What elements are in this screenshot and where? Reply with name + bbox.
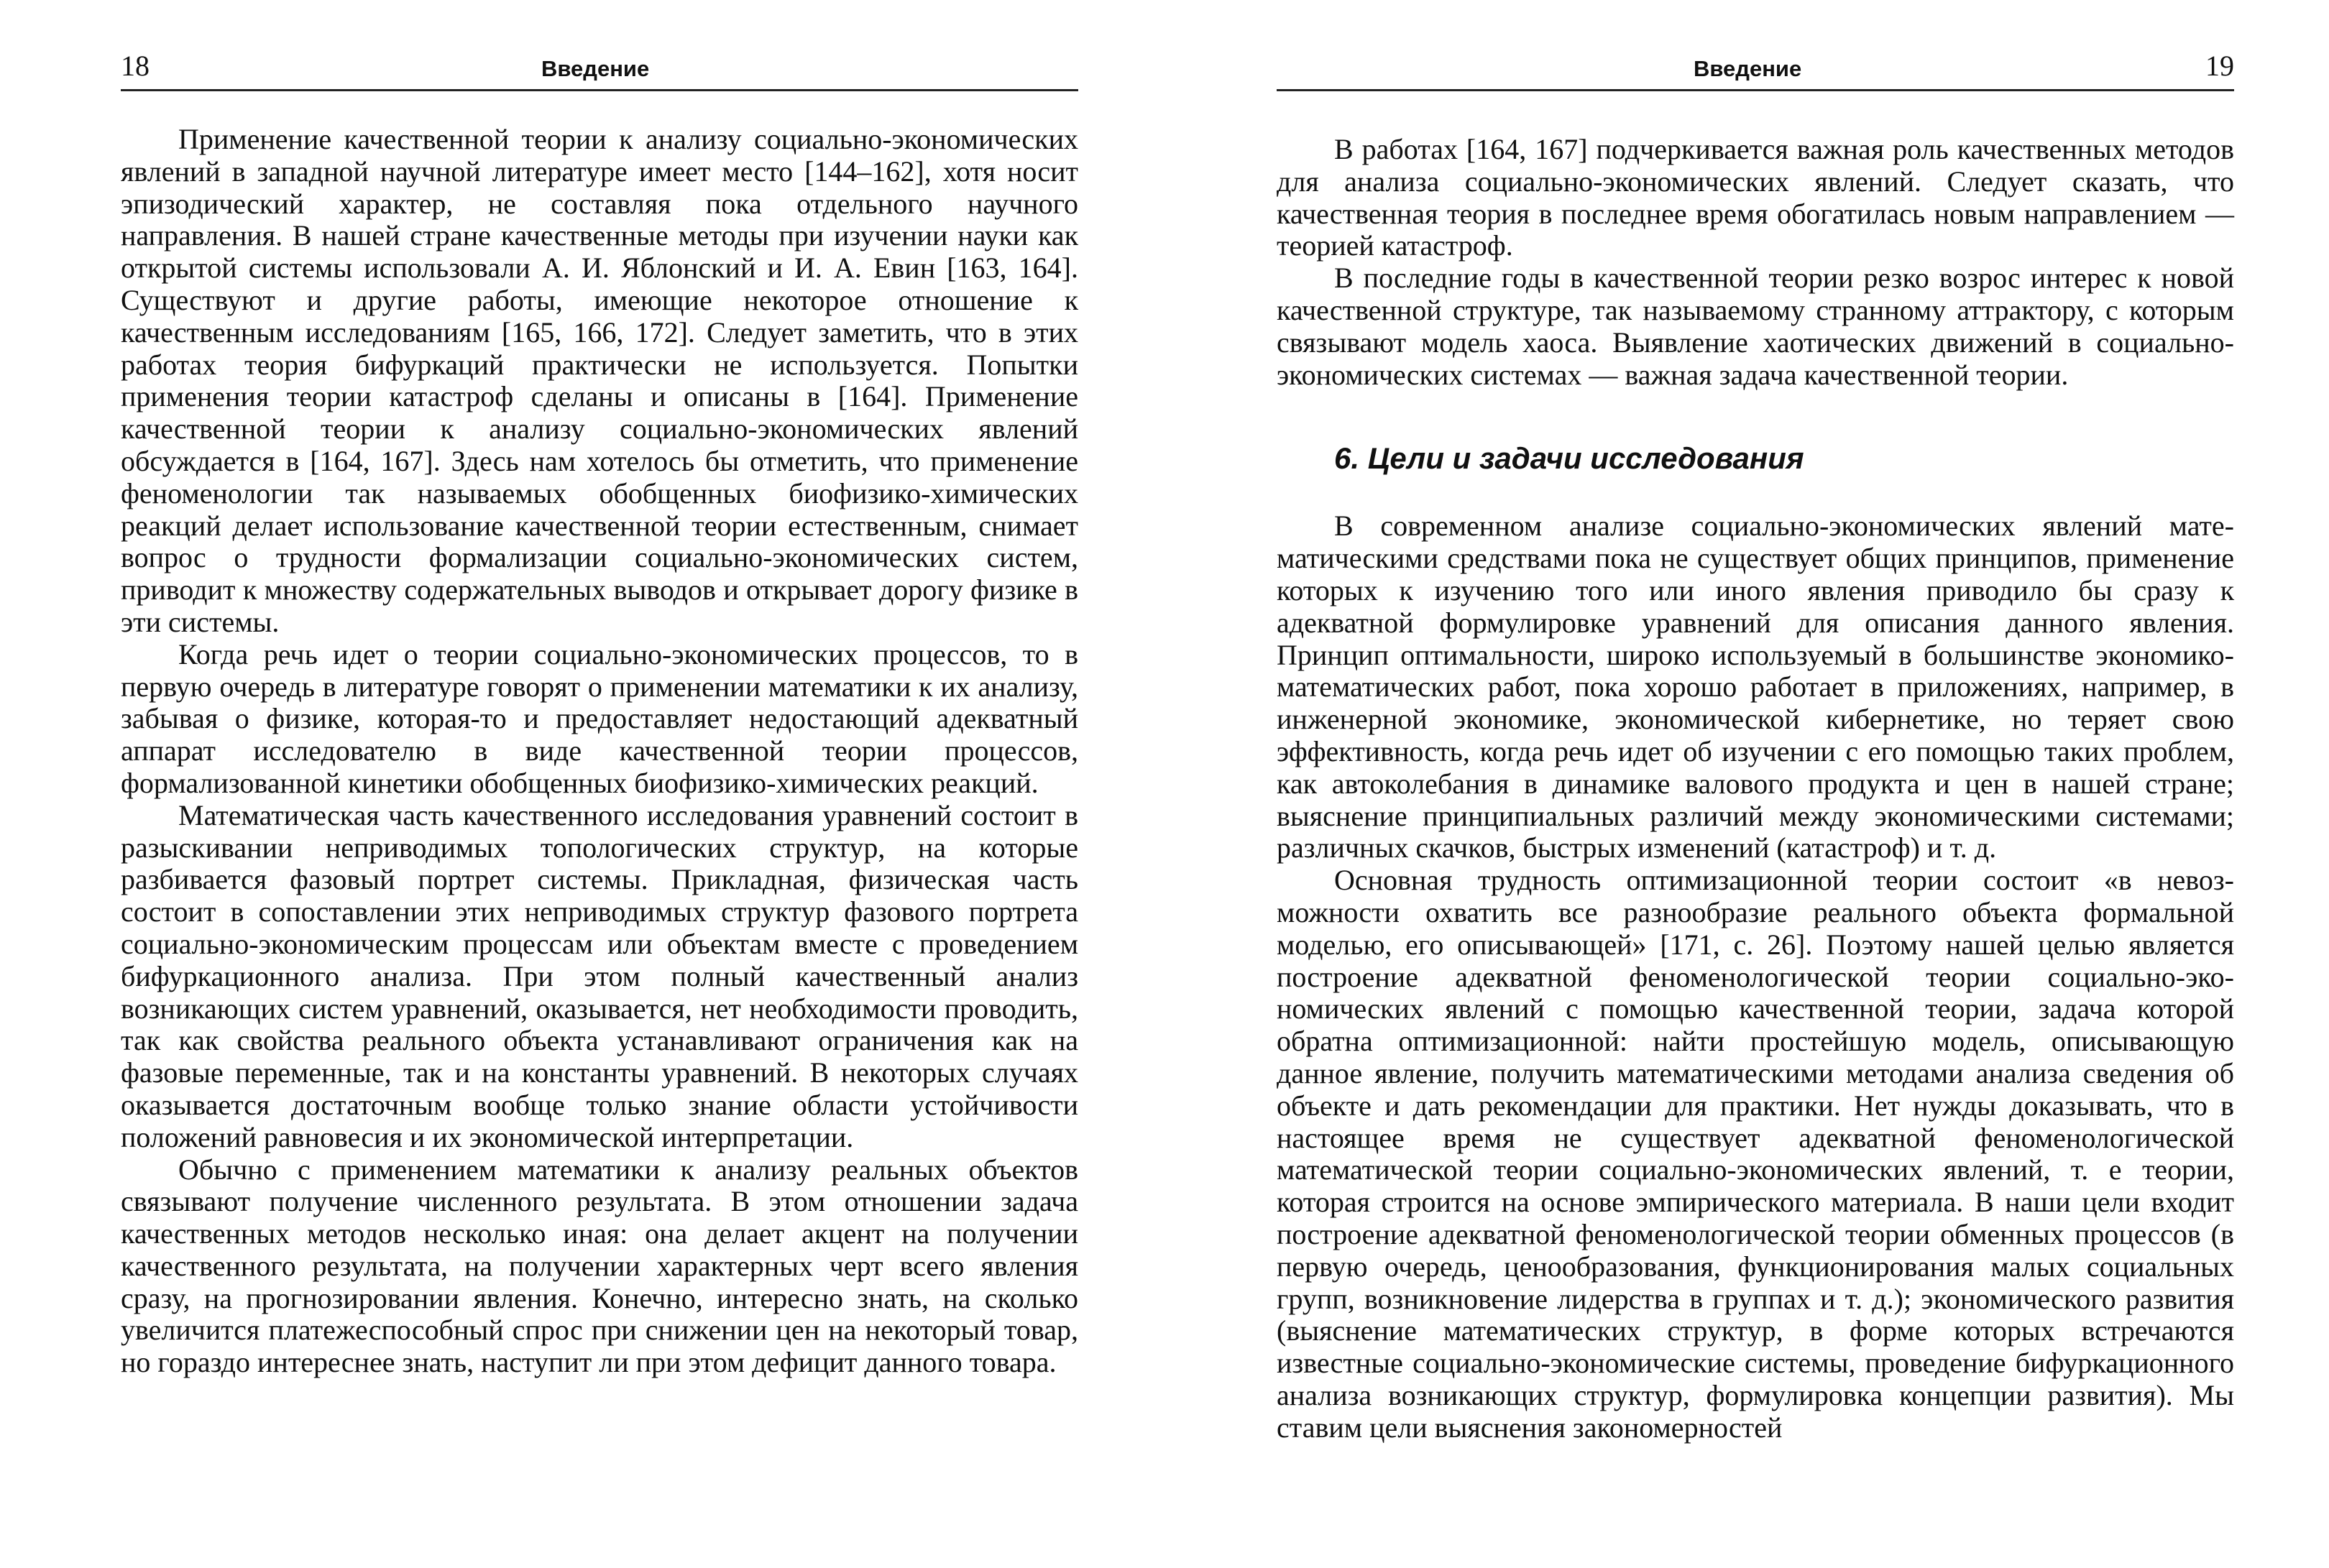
right-page	[1277, 0, 2234, 1568]
paragraph: Применение качественной теории к анализу социально-экономических явлений в западной научной литературе имеет место [144–162], хотя носит эпизодический характер, не составляя пока отдельного научного направления. В нашей стране качественные методы при изучении науки как открытой системы использовали А. И. Яблонский и И. А. Евин [163, 164]. Существуют и другие работы, имеющие некоторое отношение к качественным исследованиям [165, 166, 172]. Следует заметить, что в этих работах теория бифуркаций практически не используется. Попытки применения теории катастроф сделаны и описаны в [164]. Применение качественной теории к анализу социально-экономических явлений обсуждается в [164, 167]. Здесь нам хотелось бы отметить, что применение феноменологии так называемых обобщенных биофизико-химических реакций делает использование качественной теории естественным, снимает вопрос о трудности формализации социально-экономических систем, приводит к множеству содержательных выводов и открывает дорогу физике в эти системы.	[121, 123, 1078, 638]
right-running-header	[1277, 47, 2234, 91]
left-running-header	[121, 47, 1078, 91]
left-page-number: 18	[121, 50, 150, 82]
left-page	[121, 0, 1078, 1568]
section-title: 6. Цели и задачи исследования	[1334, 441, 1804, 476]
left-header-title: Введение	[541, 56, 650, 81]
paragraph: Математическая часть качественного исследования уравнений состоит в разыскивании неприводимых топологических структур, на которые разбивается фазовый портрет системы. Прикладная, физическая часть состоит в сопоставлении этих неприводимых структур фазового портрета социально-экономическим процессам или объектам вместе с проведением бифуркационного анализа. При этом полный качественный анализ возникающих систем уравнений, оказывается, нет необходимости проводить, так как свойства реального объекта устанавливают ограничения как на фазовые переменные, так и на константы уравнений. В некоторых случаях оказывается достаточным вообще только знание области устойчивости положений равновесия и их экономической интерпретации.	[121, 798, 1078, 1153]
right-page-number: 19	[2205, 50, 2234, 82]
left-page-body	[121, 124, 1078, 1379]
paragraph: Основная трудность оптимизационной теории состоит «в невозможности охватить все разнообразие реального объекта формальной моделью, его описывающей» [171, с. 26]. Поэтому нашей целью является построение адекватной феноменологической теории социально-экономических явлений с помощью качественной теории, задача которой обратна оптимизационной: найти простейшую модель, описывающую данное явление, получить математическими методами анализа сведения об объекте и дать рекомендации для практики. Нет нужды доказывать, что в настоящее время не существует адекватной феноменологической математической теории социально-экономических явлений, т. е теории, которая строится на основе эмпирического материала. В наши цели входит построение адекватной феноменологической теории обменных процессов (в первую очередь, ценообразования, функционирования малых социальных групп, возникновение лидерства в группах и т. д.); экономического развития (выяснение математических структур, в форме которых встречаются известные социально-экономические системы, проведение бифуркационного анализа возникающих структур, формулировка концепции развития). Мы ставим цели выяснения закономерностей	[1277, 864, 2234, 1444]
paragraph: В современном анализе социально-экономических явлений математическими средствами пока не существует общих принципов, применение которых к изучению того или иного явления приводило бы сразу к адекватной формулировке уравнений для описания данного явления. Принцип оптимальности, широко используемый в большинстве экономико-математических работ, пока хорошо работает в приложениях, например, в инженерной экономике, экономической кибернетике, но теряет свою эффективность, когда речь идет об изучении с его помощью таких проблем, как автоколебания в динамике валового продукта и цен в нашей стране; выяснение принципиальных различий между экономическими системами; различных скачков, быстрых изменений (катастроф) и т. д.	[1277, 509, 2234, 864]
paragraph: В последние годы в качественной теории резко возрос интерес к новой качественной структуре, так называемому странному аттрактору, с которым связывают модель хаоса. Выявление хаотических движений в социально-экономических системах — важная задача качественной теории.	[1277, 262, 2234, 391]
right-header-title: Введение	[1694, 56, 1802, 81]
right-page-body	[1277, 134, 2234, 1444]
paragraph: Обычно с применением математики к анализу реальных объектов связывают получение численного результата. В этом отношении задача качественных методов несколько иная: она делает акцент на получении качественного результата, на получении характерных черт всего явления сразу, на прогнозировании явления. Конечно, интересно знать, на сколько увеличится платежеспособный спрос при снижении цен на некоторый товар, но гораздо интереснее знать, наступит ли при этом дефицит данного товара.	[121, 1153, 1078, 1379]
paragraph: Когда речь идет о теории социально-экономических процессов, то в первую очередь в литературе говорят о применении математики к их анализу, забывая о физике, которая-то и предоставляет недостающий адекватный аппарат исследователю в виде качественной теории процессов, формализованной кинетики обобщенных биофизико-химических реакций.	[121, 637, 1078, 799]
paragraph: В работах [164, 167] подчеркивается важная роль качественных методов для анализа социально-экономических явлений. Следует сказать, что качественная теория в последнее время обогатилась новым направлением — теорией катастроф.	[1277, 133, 2234, 262]
